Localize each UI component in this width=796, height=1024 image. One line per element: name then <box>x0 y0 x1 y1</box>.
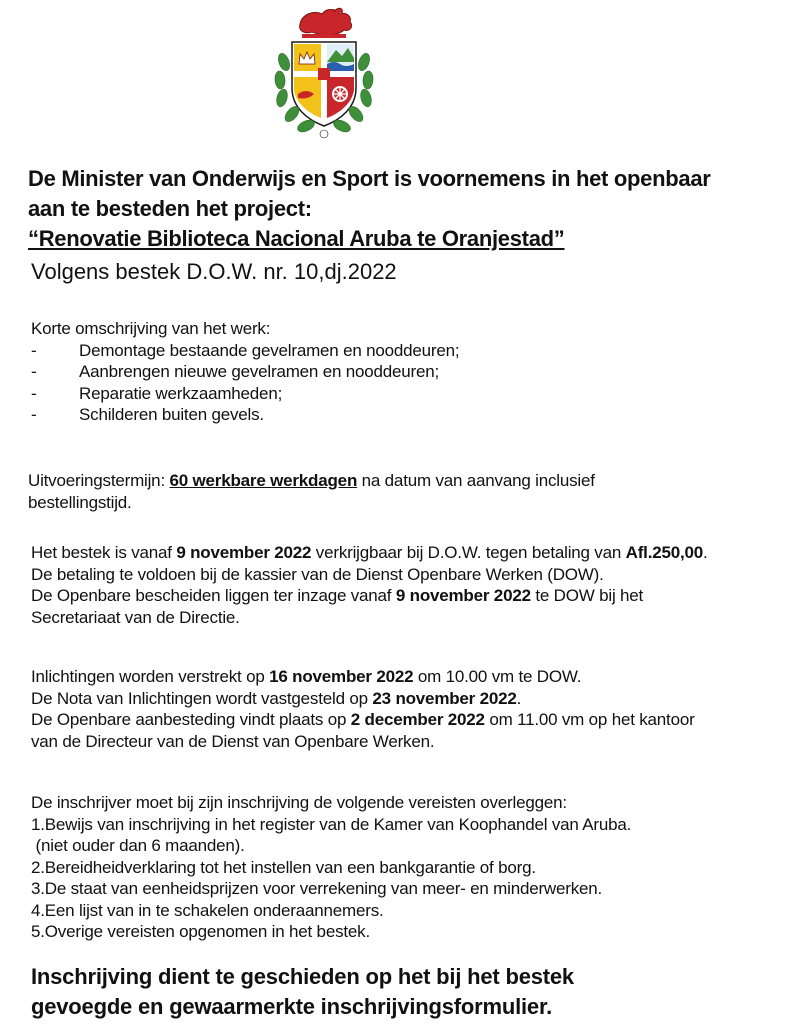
date-available: 9 november 2022 <box>176 543 312 562</box>
execution-term <box>28 470 773 513</box>
project-title: “Renovatie Biblioteca Nacional Aruba te Oranjestad” <box>28 226 565 251</box>
text-segment: Het bestek is vanaf <box>31 543 177 562</box>
closing-statement <box>31 962 574 1022</box>
list-item <box>31 340 776 362</box>
list-item: 4.Een lijst van in te schakelen onderaannemers. <box>31 900 384 920</box>
bestek-availability <box>31 542 776 628</box>
info-line-1 <box>31 666 776 688</box>
text-segment: om 11.00 vm op het kantoor <box>484 710 695 729</box>
list-item-text: Aanbrengen nieuwe gevelramen en nooddeuren; <box>79 362 440 381</box>
text-segment: Inlichtingen worden verstrekt op <box>31 667 270 686</box>
execution-term-suffix: na datum van aanvang inclusief <box>357 471 595 490</box>
text-segment: om 10.00 vm te DOW. <box>413 667 582 686</box>
list-item: (niet ouder dan 6 maanden). <box>31 836 245 855</box>
bestek-line-2: De betaling te voldoen bij de kassier van de Dienst Openbare Werken (DOW). <box>31 564 604 584</box>
intro-line-1: De Minister van Onderwijs en Sport is voornemens in het openbaar <box>28 166 711 191</box>
list-item <box>31 404 776 426</box>
bestek-number: Volgens bestek D.O.W. nr. 10,dj.2022 <box>31 259 397 284</box>
bullet-dash: - <box>31 362 37 381</box>
price: Afl.250,00 <box>625 543 704 562</box>
text-segment: verkrijgbaar bij D.O.W. tegen betaling van <box>311 543 626 562</box>
coat-of-arms <box>262 4 386 146</box>
execution-term-line-1 <box>28 470 773 492</box>
text-segment: De Openbare bescheiden liggen ter inzage vanaf <box>31 586 396 605</box>
bullet-dash: - <box>31 340 37 360</box>
intro-line-2: aan te besteden het project: <box>28 196 312 221</box>
list-item-text: Reparatie werkzaamheden; <box>79 383 283 403</box>
text-segment: . <box>703 543 708 562</box>
bestek-line-3 <box>31 585 776 607</box>
date-tender: 2 december 2022 <box>350 710 485 729</box>
text-segment: De Nota van Inlichtingen wordt vastgesteld op <box>31 688 373 708</box>
execution-term-label: Uitvoeringstermijn: <box>28 471 170 490</box>
info-line-4: van de Directeur van de Dienst van Openbare Werken. <box>31 731 435 751</box>
work-description <box>31 318 776 426</box>
date-information: 16 november 2022 <box>269 667 414 686</box>
date-nota: 23 november 2022 <box>372 688 517 708</box>
closing-line-1: Inschrijving dient te geschieden op het bij het bestek <box>31 964 574 989</box>
bestek-line-1 <box>31 542 776 564</box>
work-heading: Korte omschrijving van het werk: <box>31 319 271 338</box>
list-item: 2.Bereidheidverklaring tot het instellen van een bankgarantie of borg. <box>31 857 536 877</box>
execution-term-days: 60 werkbare werkdagen <box>169 471 358 490</box>
info-line-3 <box>31 709 776 731</box>
lion-crest <box>300 8 352 38</box>
execution-term-line-2: bestellingstijd. <box>28 492 132 512</box>
list-item-text: Demontage bestaande gevelramen en nooddeuren; <box>79 340 460 360</box>
list-item <box>31 361 776 383</box>
announcement-intro <box>28 164 788 254</box>
requirements-heading: De inschrijver moet bij zijn inschrijving de volgende vereisten overleggen: <box>31 793 567 812</box>
info-line-2 <box>31 688 776 710</box>
bullet-dash: - <box>31 383 37 403</box>
shield <box>292 42 356 126</box>
list-item-text: Schilderen buiten gevels. <box>79 405 264 424</box>
text-segment: te DOW bij het <box>530 586 644 605</box>
list-item: 3.De staat van eenheidsprijzen voor verrekening van meer- en minderwerken. <box>31 879 603 898</box>
bullet-dash: - <box>31 405 37 424</box>
date-inspection: 9 november 2022 <box>395 586 531 605</box>
list-item: 5.Overige vereisten opgenomen in het bestek. <box>31 922 370 941</box>
bestek-line-4: Secretariaat van de Directie. <box>31 607 240 627</box>
text-segment: . <box>516 688 522 708</box>
requirements <box>31 792 776 943</box>
aruba-coat-of-arms-icon <box>262 4 386 146</box>
list-item <box>31 383 776 405</box>
information-schedule <box>31 666 776 752</box>
text-segment: De Openbare aanbesteding vindt plaats op <box>31 710 351 729</box>
list-item: 1.Bewijs van inschrijving in het register van de Kamer van Koophandel van Aruba. <box>31 814 632 834</box>
closing-line-2: gevoegde en gewaarmerkte inschrijvingsformulier. <box>31 994 553 1019</box>
